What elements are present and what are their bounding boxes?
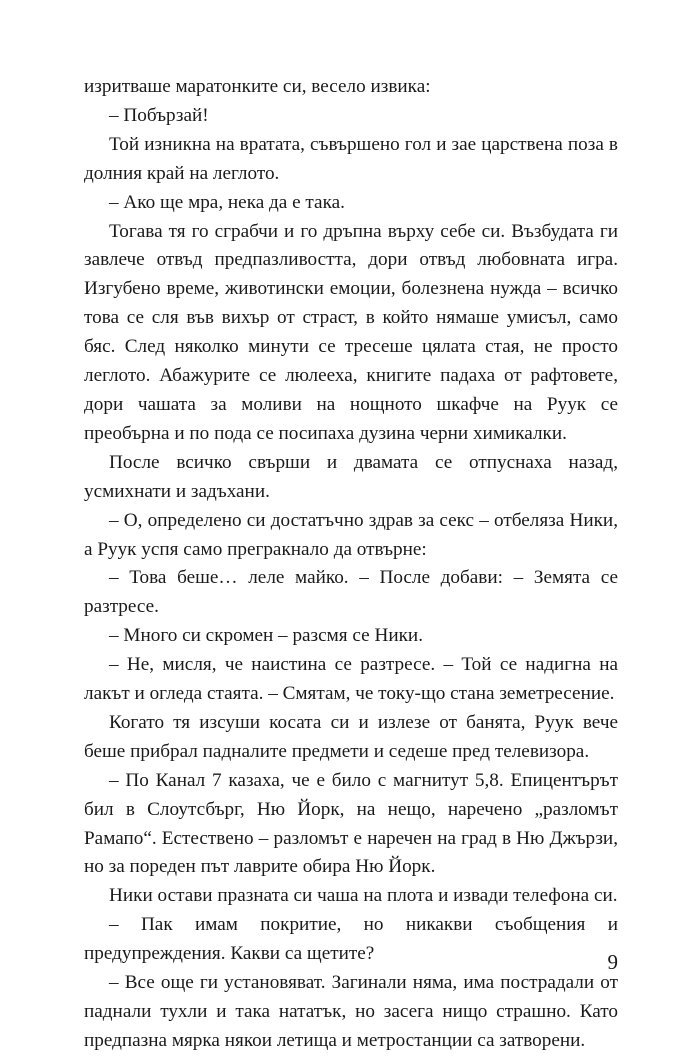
paragraph: – Побързай! [109, 104, 209, 126]
paragraph: Той изникна на вратата, съвършено гол и зае царствена поза в долния край на леглото. [84, 133, 618, 184]
paragraph: – По Канал 7 казаха, че е било с магнитут 5,8. Епицентърът бил в Слоутсбърг, Ню Йорк, на нещо, наречено „разломът Рамапо“. Естествено – разломът е наречен на град в Ню Джързи, но за пореден път лаврите обира Ню Йорк. [84, 769, 618, 878]
page-number: 9 [607, 950, 618, 974]
body-text [84, 73, 618, 1056]
paragraph: После всичко свърши и двамата се отпуснаха назад, усмихнати и задъхани. [84, 451, 618, 502]
paragraph: – Ако ще мра, нека да е така. [109, 191, 345, 213]
paragraph: – О, определено си достатъчно здрав за секс – отбеляза Ники, а Руук успя само прегракнало да отвърне: [84, 509, 618, 560]
paragraph: Когато тя изсуши косата си и излезе от банята, Руук вече беше прибрал падналите предмети и седеше пред телевизора. [84, 711, 618, 762]
paragraph: изритваше маратонките си, весело извика: [84, 76, 431, 97]
paragraph: – Много си скромен – разсмя се Ники. [109, 625, 423, 647]
paragraph: – Все още ги установяват. Загинали няма, има пострадали от паднали тухли и така нататък, но засега нищо страшно. Като предпазна мярка някои летища и метростанции са затворени. [84, 972, 618, 1051]
paragraph: Тогава тя го сграбчи и го дръпна върху себе си. Възбудата ги завлече отвъд предпазливостта, дори отвъд любовната игра. Изгубено време, животински емоции, болезнена нужда – всичко това се сля във вихър от страст, в който нямаше умисъл, само бяс. След няколко минути се тресеше цялата стая, не просто леглото. Абажурите се люлееха, книгите падаха от рафтовете, дори чашата за моливи на нощното шкафче на Руук се преобърна и по пода се посипаха дузина черни химикалки. [84, 220, 618, 444]
paragraph: Ники остави празната си чаша на плота и извади телефона си. [109, 885, 618, 907]
paragraph: – Не, мисля, че наистина се разтресе. – Той се надигна на лакът и огледа стаята. – Смятам, че току-що стана земетресение. [84, 654, 618, 705]
paragraph: – Пак имам покритие, но никакви съобщения и предупреждения. Какви са щетите? [84, 914, 618, 965]
paragraph: – Това беше… леле майко. – После добави: – Земята се разтресе. [84, 567, 618, 618]
